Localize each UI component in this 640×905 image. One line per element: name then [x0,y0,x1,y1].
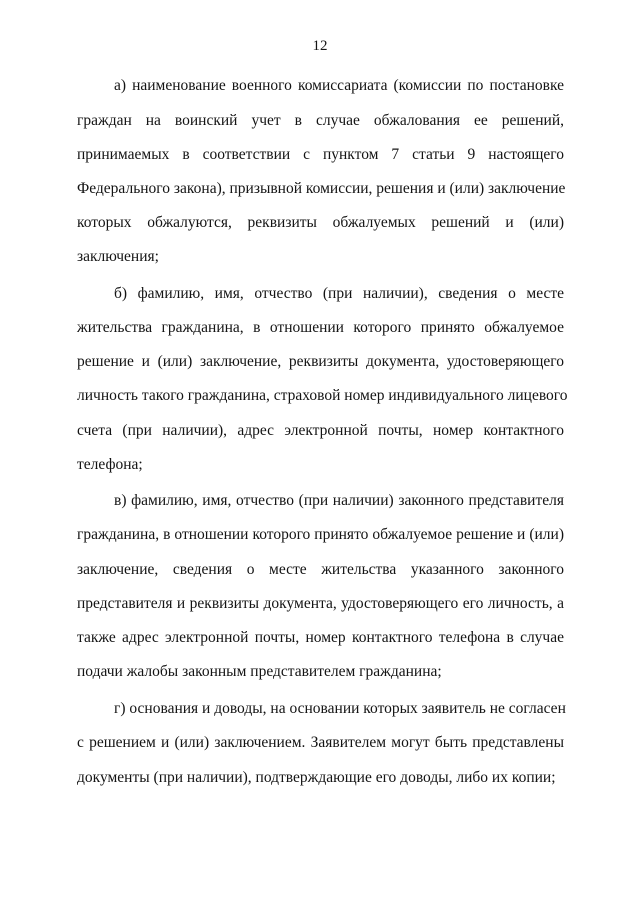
paragraph-line: также адрес электронной почты, номер контактного телефона в случае [77,629,564,646]
paragraph-line: г) основания и доводы, на основании которых заявитель не согласен [114,700,566,717]
paragraph-line: которых обжалуются, реквизиты обжалуемых решений и (или) [77,214,564,231]
paragraph-line: подачи жалобы законным представителем гражданина; [77,663,442,680]
paragraph-line: гражданина, в отношении которого принято обжалуемое решение и (или) [77,526,564,543]
paragraph-line: а) наименование военного комиссариата (комиссии по постановке [114,77,564,94]
paragraph-line: жительства гражданина, в отношении которого принято обжалуемое [77,319,564,336]
paragraph-line: личность такого гражданина, страховой номер индивидуального лицевого [77,387,568,404]
paragraph-line: б) фамилию, имя, отчество (при наличии), сведения о месте [114,285,564,302]
paragraph-line: счета (при наличии), адрес электронной почты, номер контактного [77,422,564,439]
paragraph-line: заключения; [77,248,159,265]
paragraph-line: в) фамилию, имя, отчество (при наличии) законного представителя [114,492,564,509]
paragraph-line: заключение, сведения о месте жительства указанного законного [77,561,564,578]
paragraph-line: телефона; [77,456,143,473]
paragraph-line: представителя и реквизиты документа, удостоверяющего его личность, а [77,595,564,612]
paragraph-line: Федерального закона), призывной комиссии, решения и (или) заключение [77,180,566,197]
paragraph-line: с решением и (или) заключением. Заявителем могут быть представлены [77,734,564,751]
paragraph-line: граждан на воинский учет в случае обжалования ее решений, [77,112,564,129]
paragraph-line: документы (при наличии), подтверждающие его доводы, либо их копии; [77,769,556,786]
page-number: 12 [312,38,328,54]
paragraph-line: решение и (или) заключение, реквизиты документа, удостоверяющего [77,353,564,370]
paragraph-line: принимаемых в соответствии с пунктом 7 статьи 9 настоящего [77,146,564,163]
